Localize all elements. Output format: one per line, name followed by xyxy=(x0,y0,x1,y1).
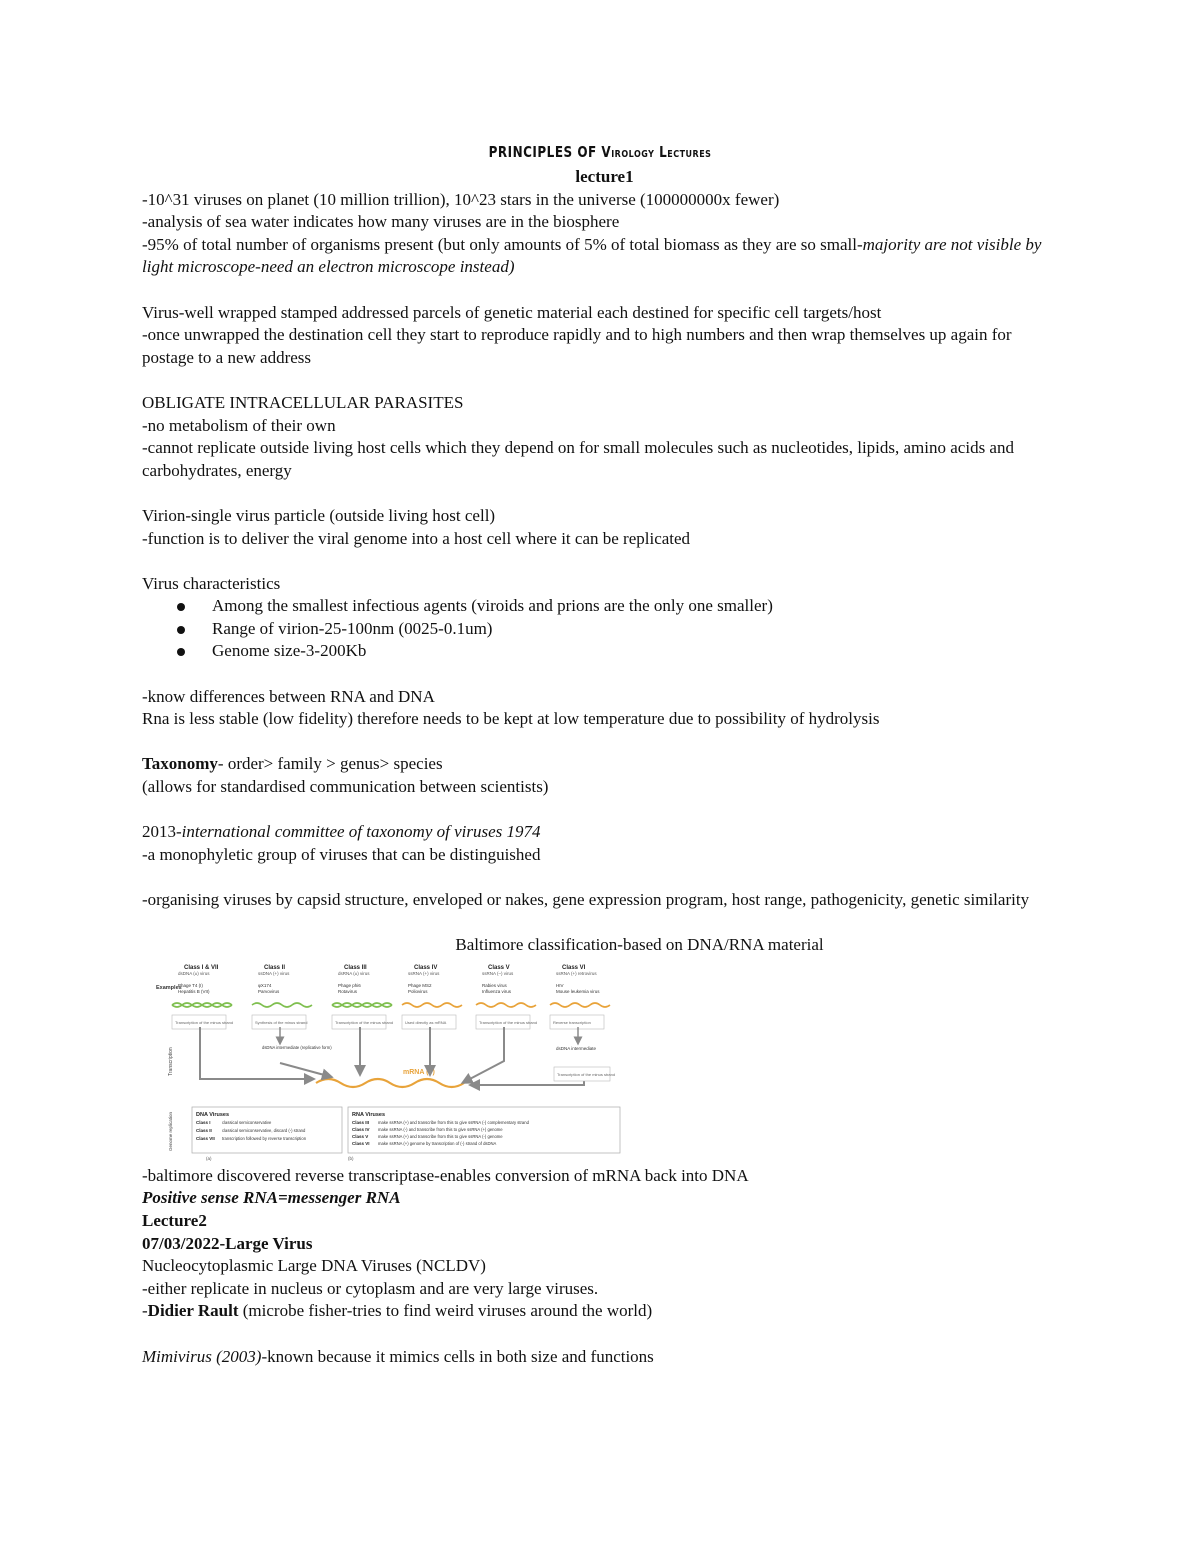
class-example: Phage MS2 xyxy=(408,982,432,988)
step-label: Synthesis of the minus strand xyxy=(255,1019,308,1025)
paragraph xyxy=(142,821,1067,844)
paragraph: -know differences between RNA and DNA xyxy=(142,686,435,706)
class-name: Class V xyxy=(488,964,510,971)
paragraph: Nucleocytoplasmic Large DNA Viruses (NCLDV) xyxy=(142,1256,486,1276)
paragraph: (allows for standardised communication between scientists) xyxy=(142,777,549,797)
class-example: Hepatitis B (VII) xyxy=(178,988,210,994)
dna-row-class: Class II xyxy=(196,1127,212,1133)
paragraph: -analysis of sea water indicates how many viruses are in the biosphere xyxy=(142,212,620,232)
rna-row-text: make ssRNA (+) and transcribe from this to give ssRNA (-) genome xyxy=(378,1133,503,1139)
paragraph: -a monophyletic group of viruses that can be distinguished xyxy=(142,844,541,864)
lecture1-heading: lecture1 xyxy=(575,167,634,186)
class-genome: ssDNA (+) virus xyxy=(258,970,290,976)
baltimore-figure xyxy=(142,957,1067,1165)
dna-row-class: Class I xyxy=(196,1119,211,1125)
mrna-wave xyxy=(316,1079,464,1087)
paragraph xyxy=(142,753,1067,776)
italic-run: majority are not visible by light microscope-need an electron microscope instead) xyxy=(142,234,1042,277)
list-item: Among the smallest infectious agents (viroids and prions are the only one smaller) xyxy=(177,595,1067,618)
dna-row-class: Class VII xyxy=(196,1135,215,1141)
paragraph: Virion-single virus particle (outside living host cell) xyxy=(142,505,496,525)
step-label: Transcription of the minus strand xyxy=(479,1019,538,1025)
italic-run: Mimivirus (2003) xyxy=(142,1346,262,1366)
class-genome: ssRNA (+) virus xyxy=(408,970,440,976)
paragraph: Rna is less stable (low fidelity) therefore needs to be kept at low temperature due to possibility of hydrolysis xyxy=(142,709,880,729)
arrow-class-i xyxy=(200,1027,310,1079)
dsdna-intermediate-vi: dsDNA intermediate xyxy=(556,1045,597,1051)
class-genome: dsRNA (±) virus xyxy=(338,970,370,976)
paragraph: Virus-well wrapped stamped addressed parcels of genetic material each destined for specific cell targets/host xyxy=(142,302,882,322)
paragraph: -once unwrapped the destination cell they start to reproduce rapidly and to high numbers and then wrap themselves up again for postage to a new address xyxy=(142,325,1012,367)
class-vi-second-step: Transcription of the minus strand xyxy=(557,1071,616,1077)
text-run: -95% of total number of organisms present (but only amounts of 5% of total biomass as they are so small- xyxy=(142,234,863,254)
document-body xyxy=(142,166,1067,1368)
step-label: Reverse transcription xyxy=(553,1019,591,1025)
genome-strand xyxy=(476,1003,536,1007)
arrow-class-v xyxy=(466,1027,504,1081)
class-name: Class VI xyxy=(562,964,586,971)
class-column xyxy=(550,965,610,1029)
text-run: -known because it mimics cells in both size and functions xyxy=(261,1346,654,1366)
rna-row-class: Class VI xyxy=(352,1140,370,1146)
baltimore-diagram xyxy=(148,961,628,1161)
paragraph: -baltimore discovered reverse transcriptase-enables conversion of mRNA back into DNA xyxy=(142,1165,749,1185)
class-name: Class I & VII xyxy=(184,964,219,971)
text-run: (microbe fisher-tries to find weird viruses around the world) xyxy=(238,1301,653,1321)
rna-row-class: Class III xyxy=(352,1119,370,1125)
class-columns xyxy=(172,965,610,1029)
panel-a-label: (a) xyxy=(206,1155,212,1161)
paragraph: -either replicate in nucleus or cytoplasm and are very large viruses. xyxy=(142,1278,599,1298)
class-genome: ssRNA (+) retrovirus xyxy=(556,970,597,976)
text-run: 2013- xyxy=(142,822,182,842)
class-column xyxy=(402,965,462,1029)
paragraph xyxy=(142,1346,1067,1369)
class-example: Parvovirus xyxy=(258,988,280,994)
dna-row-text: classical semiconservative, discard (-) strand xyxy=(222,1127,306,1133)
class-example: Rabies virus xyxy=(482,982,507,988)
rna-row-text: make ssRNA (-) and transcribe from this to give ssRNA (+) genome xyxy=(378,1126,503,1132)
dsdna-intermediate-ii: dsDNA intermediate (replicative form) xyxy=(262,1044,332,1050)
replication-axis-label: Genome replication xyxy=(168,1111,173,1151)
bold-run: Taxonomy xyxy=(142,754,218,774)
step-label: Transcription of the minus strand xyxy=(175,1019,234,1025)
paragraph: -cannot replicate outside living host cells which they depend on for small molecules such as nucleotides, lipids, amino acids and carbohydrates, energy xyxy=(142,438,1014,480)
bold-italic-line: Positive sense RNA=messenger RNA xyxy=(142,1188,401,1208)
class-example: Poliovirus xyxy=(408,988,428,994)
paragraph: Virus characteristics xyxy=(142,573,281,593)
paragraph xyxy=(142,234,1067,279)
rna-row-text: make ssRNA (+) genome by transcription of (-) strand of dsDNA xyxy=(378,1140,497,1146)
class-genome: dsDNA (±) virus xyxy=(178,970,210,976)
class-name: Class III xyxy=(344,964,367,971)
class-genome: ssRNA (–) virus xyxy=(482,970,514,976)
genome-strand xyxy=(252,1003,312,1007)
figure-caption: Baltimore classification-based on DNA/RNA material xyxy=(455,935,824,955)
panel-b-label: (b) xyxy=(348,1155,354,1161)
dna-row-text: classical semiconservative xyxy=(222,1119,272,1125)
paragraph xyxy=(142,1300,1067,1323)
lecture2-heading: Lecture2 xyxy=(142,1210,207,1230)
step-label: Used directly as mRNA xyxy=(405,1019,447,1025)
text-run: - order> family > genus> species xyxy=(217,754,443,774)
date-heading: 07/03/2022-Large Virus xyxy=(142,1233,313,1253)
class-example: Influenza virus xyxy=(482,988,512,994)
genome-strand xyxy=(550,1003,610,1007)
paragraph: -organising viruses by capsid structure, enveloped or nakes, gene expression program, host range, pathogenicity, genetic similarity xyxy=(142,890,1030,909)
class-name: Class II xyxy=(264,964,286,971)
class-column xyxy=(172,965,233,1029)
class-column xyxy=(252,965,312,1029)
paragraph: -10^31 viruses on planet (10 million trillion), 10^23 stars in the universe (100000000x fewer) xyxy=(142,189,780,209)
class-example: Phage T4 (I) xyxy=(178,982,203,988)
examples-label: Examples xyxy=(156,984,182,991)
arrow-class-vi xyxy=(474,1081,584,1085)
rna-box-title: RNA Viruses xyxy=(352,1111,386,1118)
class-example: Rotavirus xyxy=(338,988,358,994)
rna-row-class: Class V xyxy=(352,1133,369,1139)
paragraph: -function is to deliver the viral genome into a host cell where it can be replicated xyxy=(142,528,691,548)
paragraph: -no metabolism of their own xyxy=(142,415,336,435)
class-example: Phage phi6 xyxy=(338,982,361,988)
dna-box-title: DNA Viruses xyxy=(196,1111,230,1118)
list-item: Range of virion-25-100nm (0025-0.1um) xyxy=(177,618,1067,641)
bold-run: Didier Rault xyxy=(147,1301,239,1321)
class-example: HIV xyxy=(556,982,564,988)
rna-row-class: Class IV xyxy=(352,1126,370,1132)
mrna-label: mRNA (+) xyxy=(403,1068,435,1076)
rna-row-text: make ssRNA (+) and transcribe from this to give ssRNA (-) complementary strand xyxy=(378,1119,529,1125)
section-heading: OBLIGATE INTRACELLULAR PARASITES xyxy=(142,392,464,412)
class-example: Mouse leukemia virus xyxy=(556,988,600,994)
document-title: PRINCIPLES OF Virology Lectures xyxy=(488,143,712,161)
bullet-list xyxy=(142,595,1067,663)
list-item: Genome size-3-200Kb xyxy=(177,640,1067,663)
transcription-axis-label: Transcription xyxy=(168,1047,174,1076)
class-column xyxy=(476,965,537,1029)
dna-row-text: transcription followed by reverse transcription xyxy=(222,1135,307,1141)
arrow-lines xyxy=(200,1027,584,1085)
arrow-class-ii xyxy=(280,1063,328,1076)
step-label: Transcription of the minus strand xyxy=(335,1019,394,1025)
italic-run: international committee of taxonomy of viruses 1974 xyxy=(181,822,541,842)
class-name: Class IV xyxy=(414,964,438,971)
text-run: - xyxy=(142,1301,148,1321)
class-example: φX174 xyxy=(258,982,272,988)
genome-strand xyxy=(402,1003,462,1007)
class-column xyxy=(332,965,393,1029)
